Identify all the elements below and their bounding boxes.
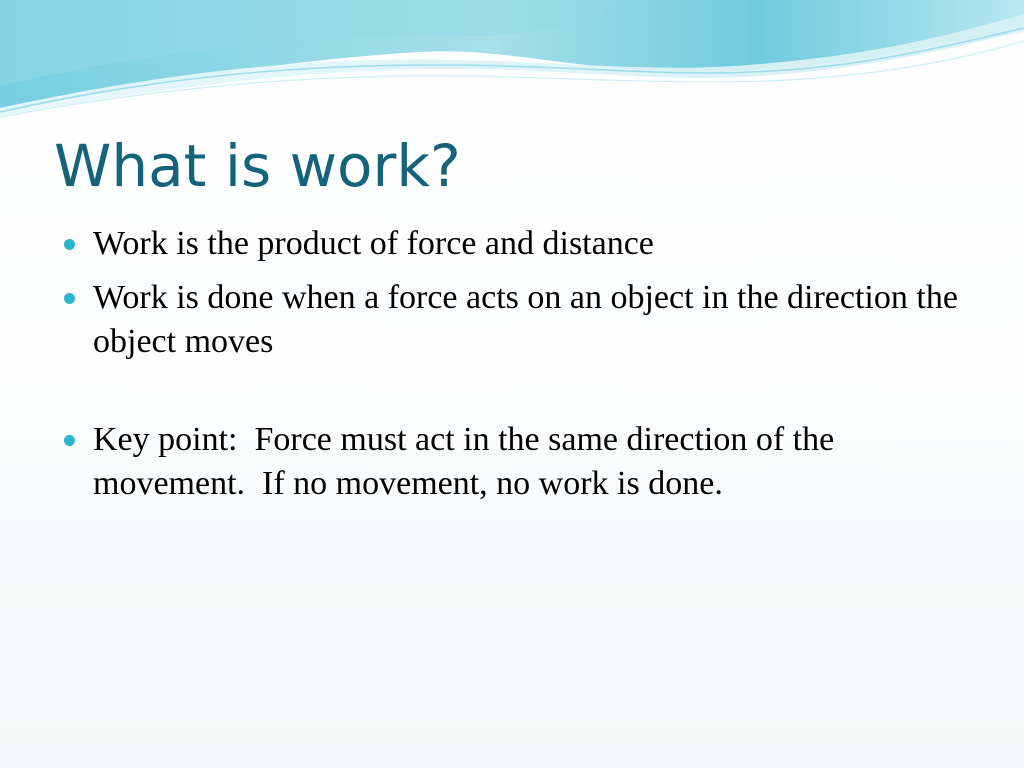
round-bullet-icon [64,239,75,250]
decorative-wave-header [0,0,1024,130]
bullet-text-1: Work is the product of force and distance [93,225,654,262]
round-bullet-icon [64,435,75,446]
bullet-item-3 [64,418,964,506]
round-bullet-icon [64,293,75,304]
bullet-text-3: Key point: Force must act in the same direction of the movement. If no movement, no work is done. [93,421,843,502]
bullet-list [64,222,967,506]
slide-title: What is work? [54,132,461,200]
bullet-item-1 [64,222,964,266]
bullet-text-2: Work is done when a force acts on an object in the direction the object moves [93,279,967,360]
bullet-item-2 [64,276,967,364]
